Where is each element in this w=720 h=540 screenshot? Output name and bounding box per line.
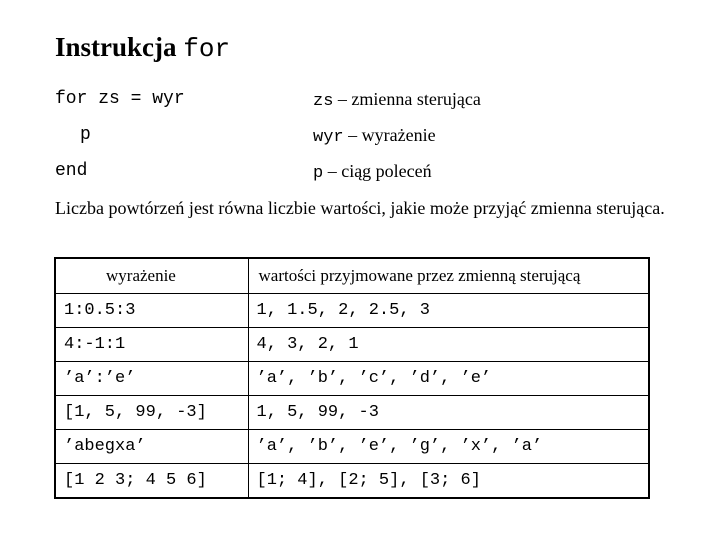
code-line-for: for zs = wyr [55, 89, 185, 109]
table-row [55, 430, 649, 464]
description-paragraph: Liczba powtórzeń jest równa liczbie wartości, jakie może przyjąć zmienna sterująca. [55, 198, 665, 218]
table-header-row [55, 258, 649, 294]
values-cell: 1, 5, 99, -3 [248, 396, 649, 430]
code-line-body: p [80, 125, 91, 145]
table-row [55, 294, 649, 328]
title-keyword: for [183, 34, 231, 64]
values-cell: ’a’, ’b’, ’e’, ’g’, ’x’, ’a’ [248, 430, 649, 464]
table-row [55, 362, 649, 396]
code-line-end: end [55, 161, 88, 181]
title-text: Instrukcja [55, 32, 177, 62]
expression-cell: ’abegxa’ [55, 430, 248, 464]
page-title [55, 32, 230, 64]
legend-text: – zmienna sterująca [333, 89, 481, 109]
expression-cell: [1 2 3; 4 5 6] [55, 464, 248, 499]
values-cell: ’a’, ’b’, ’c’, ’d’, ’e’ [248, 362, 649, 396]
values-cell: [1; 4], [2; 5], [3; 6] [248, 464, 649, 499]
legend-item-p [313, 161, 432, 183]
legend-item-wyr [313, 125, 436, 147]
legend-text: – ciąg poleceń [323, 161, 432, 181]
header-values: wartości przyjmowane przez zmienną sterującą [248, 258, 649, 294]
legend-item-zs [313, 89, 481, 111]
table-row [55, 328, 649, 362]
legend-code: p [313, 164, 324, 183]
expression-cell: 1:0.5:3 [55, 294, 248, 328]
expression-cell: [1, 5, 99, -3] [55, 396, 248, 430]
header-expression: wyrażenie [55, 258, 248, 294]
legend-text: – wyrażenie [343, 125, 436, 145]
values-cell: 1, 1.5, 2, 2.5, 3 [248, 294, 649, 328]
legend-code: zs [313, 92, 334, 111]
legend-code: wyr [313, 128, 344, 147]
table-row [55, 396, 649, 430]
values-cell: 4, 3, 2, 1 [248, 328, 649, 362]
expression-cell: 4:-1:1 [55, 328, 248, 362]
table-row [55, 464, 649, 499]
values-table [54, 257, 650, 499]
expression-cell: ’a’:’e’ [55, 362, 248, 396]
